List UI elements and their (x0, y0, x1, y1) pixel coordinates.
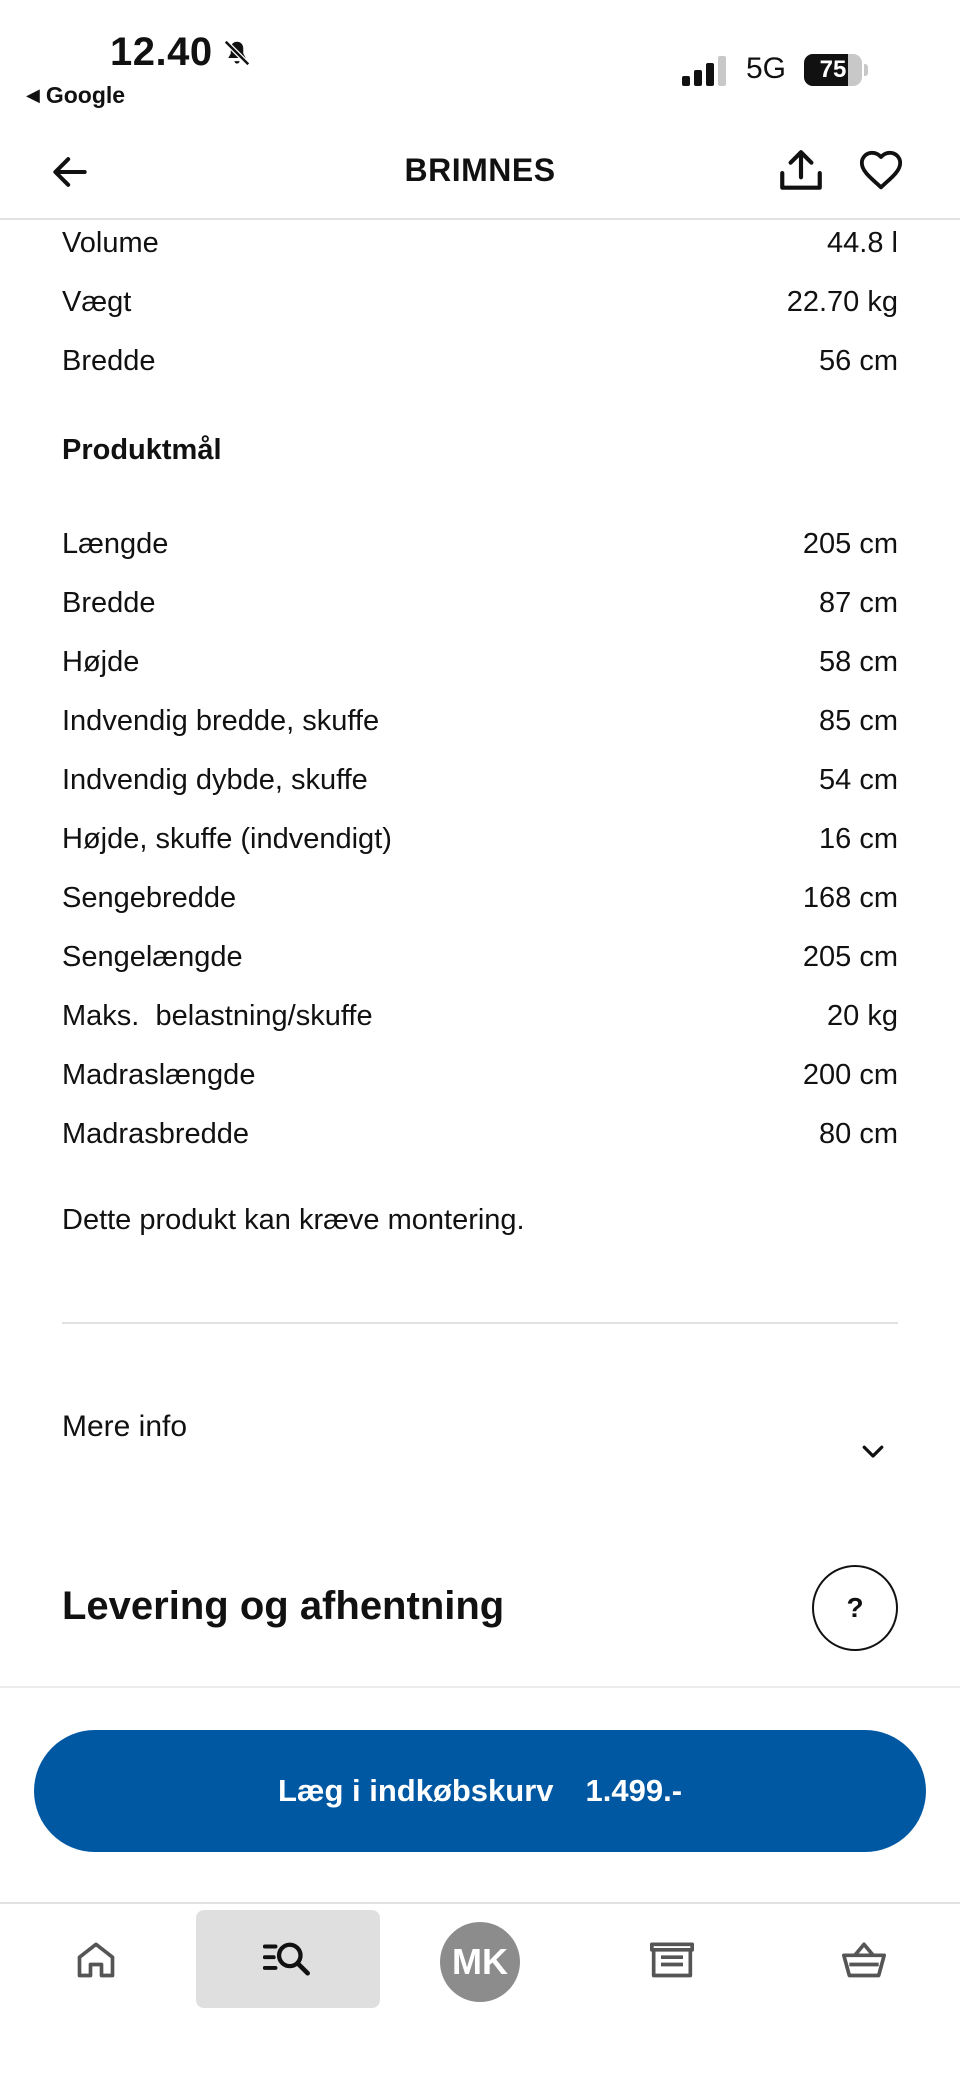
divider (0, 1686, 960, 1688)
more-info-toggle[interactable]: Mere info (62, 1410, 188, 1443)
spec-label: Volume (62, 226, 159, 259)
spec-value: 22.70 kg (786, 285, 898, 318)
nav-home[interactable] (4, 1910, 188, 2008)
dimension-row (62, 819, 898, 859)
back-to-app-link[interactable] (26, 82, 125, 109)
dimension-value: 200 cm (802, 1058, 898, 1091)
back-triangle-icon: ◀ (26, 85, 40, 105)
dimension-value: 85 cm (819, 704, 898, 737)
dimension-row (62, 760, 898, 800)
delivery-heading: Levering og afhentning (62, 1584, 505, 1628)
dimension-value: 205 cm (802, 527, 898, 560)
spec-row (62, 341, 898, 381)
dimension-label: Bredde (62, 586, 156, 619)
dimension-row (62, 878, 898, 918)
divider (62, 1322, 898, 1324)
dimension-label: Maks. belastning/skuffe (62, 999, 373, 1032)
dimension-label: Højde, skuffe (indvendigt) (62, 822, 392, 855)
dimension-label: Indvendig dybde, skuffe (62, 763, 368, 796)
network-type: 5G (746, 52, 787, 85)
search-list-icon (263, 1937, 313, 1981)
dimension-label: Sengelængde (62, 940, 243, 973)
dimension-value: 54 cm (819, 763, 898, 796)
battery-icon (804, 54, 868, 86)
dimension-value: 20 kg (827, 999, 898, 1032)
cellular-signal-icon (680, 54, 730, 88)
dimension-label: Madrasbredde (62, 1117, 249, 1150)
assembly-note: Dette produkt kan kræve montering. (62, 1204, 525, 1236)
bell-slash-icon (222, 38, 252, 68)
store-icon (648, 1937, 696, 1981)
dimension-row (62, 996, 898, 1036)
dimension-label: Højde (62, 645, 140, 678)
nav-search[interactable] (196, 1910, 380, 2008)
spec-value: 56 cm (819, 344, 898, 377)
dimension-value: 87 cm (819, 586, 898, 619)
bottom-nav (0, 1902, 960, 2086)
page-title: BRIMNES (404, 152, 556, 188)
nav-basket[interactable] (772, 1910, 956, 2008)
clock: 12.40 (110, 30, 213, 74)
dimension-value: 205 cm (802, 940, 898, 973)
price: 1.499.- (585, 1773, 683, 1808)
dimension-row (62, 1055, 898, 1095)
avatar[interactable] (440, 1922, 520, 2002)
dimension-label: Madraslængde (62, 1058, 256, 1091)
dimension-row (62, 1114, 898, 1154)
basket-icon (840, 1937, 888, 1981)
dimension-label: Indvendig bredde, skuffe (62, 704, 380, 737)
home-icon (74, 1937, 118, 1981)
dimension-label: Længde (62, 527, 169, 560)
share-icon[interactable] (776, 146, 826, 196)
dimension-value: 16 cm (819, 822, 898, 855)
avatar-initials: MK (452, 1941, 508, 1982)
battery-level: 75 (819, 56, 847, 83)
dimension-row (62, 642, 898, 682)
dimension-value: 168 cm (802, 881, 898, 914)
dimension-row (62, 701, 898, 741)
spec-row (62, 282, 898, 322)
favorite-heart-icon[interactable] (858, 148, 904, 194)
section-heading: Produktmål (62, 434, 222, 466)
dimension-row (62, 524, 898, 564)
spec-value: 44.8 l (827, 226, 898, 259)
spec-label: Bredde (62, 344, 156, 377)
app-header (0, 130, 960, 220)
nav-stores[interactable] (580, 1910, 764, 2008)
dimension-value: 58 cm (819, 645, 898, 678)
dimension-row (62, 583, 898, 623)
help-button[interactable] (812, 1565, 898, 1651)
dimension-label: Sengebredde (62, 881, 237, 914)
dimension-value: 80 cm (819, 1117, 898, 1150)
dimension-row (62, 937, 898, 977)
spec-label: Vægt (62, 285, 132, 318)
spec-row (62, 223, 898, 263)
add-to-cart-label: Læg i indkøbskurv (277, 1773, 554, 1808)
back-app-label: Google (45, 82, 126, 108)
add-to-cart-button[interactable] (34, 1730, 926, 1852)
help-button-label: ? (846, 1592, 864, 1623)
status-bar (0, 0, 960, 120)
chevron-down-icon[interactable] (858, 1436, 888, 1466)
